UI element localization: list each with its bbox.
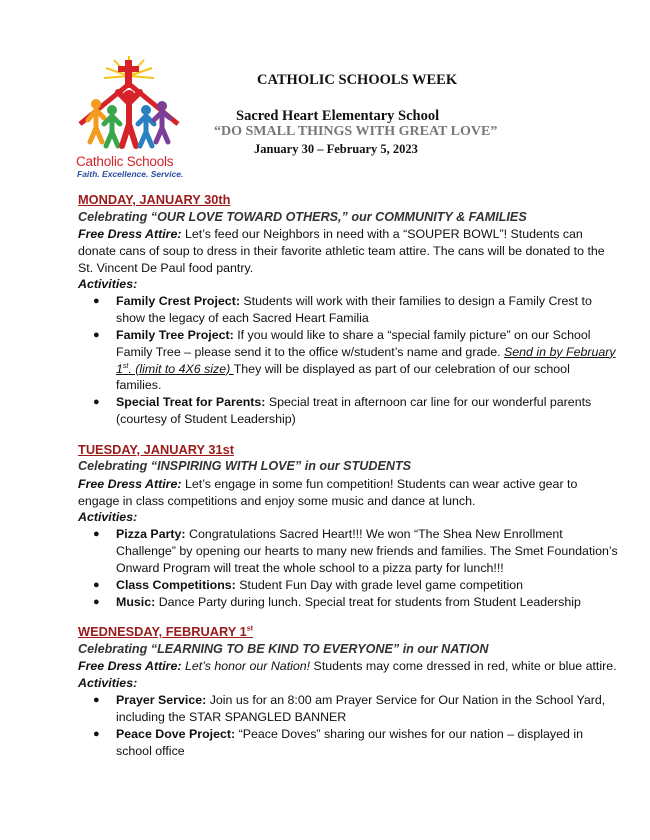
list-item	[78, 293, 618, 327]
activities-label: Activities:	[78, 676, 138, 691]
monday-section	[78, 191, 618, 428]
day-heading-sup: st	[246, 626, 253, 634]
bullet-icon: ●	[93, 578, 100, 591]
bullet-icon: ●	[93, 595, 100, 608]
activity-list	[78, 692, 618, 759]
activity-text: If you would like to share a “special family picture” on our School Family Tree – please send it to the office w/student’s name and grade.	[116, 327, 591, 359]
logo-text: Catholic Schools	[76, 154, 174, 169]
activity-text: Dance Party during lunch. Special treat for students from Student Leadership	[155, 594, 581, 609]
activity-text-after: They will be displayed as part of our celebration of our school families.	[116, 361, 570, 393]
activity-label: Family Tree Project:	[116, 327, 234, 342]
day-heading-text: WEDNESDAY, FEBRUARY 1	[78, 624, 247, 640]
day-heading: MONDAY, JANUARY 30th	[78, 192, 231, 207]
school-name: Sacred Heart Elementary School	[236, 108, 440, 124]
list-item	[78, 526, 618, 576]
free-dress-label: Free Dress Attire:	[78, 227, 182, 241]
catholic-schools-logo	[74, 54, 186, 180]
list-item	[78, 726, 618, 760]
activity-text: Students will work with their families to design a Family Crest to show the legacy of each Sacred Heart Familia	[116, 294, 592, 326]
free-dress-label: Free Dress Attire:	[78, 476, 182, 491]
activity-text: Congratulations Sacred Heart!!! We won “The Shea New Enrollment Challenge” by opening our hearts to many new friends and families. The Smet Foundation’s Onward Program will treat the whole school to a pizza party for lunch!!!	[116, 527, 618, 575]
free-dress-italic: Let’s honor our Nation!	[181, 659, 311, 674]
activity-text: “Peace Doves” sharing our wishes for our nation – displayed in school office	[116, 726, 583, 758]
activity-list	[78, 526, 618, 610]
bullet-icon: ●	[93, 528, 100, 541]
bullet-icon: ●	[93, 396, 100, 409]
note-text: Send in by February 1	[116, 344, 616, 376]
activity-text: Student Fun Day with grade level game competition	[235, 577, 524, 592]
note-text-limit: . (limit to 4X6 size)	[128, 361, 234, 376]
list-item	[78, 327, 618, 394]
day-heading: TUESDAY, JANUARY 31st	[78, 441, 234, 457]
logo-tagline: Faith. Excellence. Service.	[77, 169, 184, 179]
activity-text: Special treat in afternoon car line for our wonderful parents (courtesy of Student Leadership)	[116, 395, 592, 426]
bullet-icon: ●	[93, 328, 100, 341]
list-item	[78, 577, 618, 594]
tuesday-section	[78, 441, 618, 611]
note-sup: st	[122, 362, 129, 370]
activity-label: Peace Dove Project:	[116, 726, 236, 741]
free-dress-text: Students may come dressed in red, white or blue attire.	[310, 659, 617, 674]
day-theme: Celebrating “OUR LOVE TOWARD OTHERS,” our COMMUNITY & FAMILIES	[78, 209, 527, 224]
day-theme: Celebrating “LEARNING TO BE KIND TO EVERYONE” in our NATION	[78, 641, 489, 656]
activities-label: Activities:	[78, 277, 138, 292]
wednesday-section	[78, 623, 618, 759]
list-item	[78, 692, 618, 726]
logo-graphic	[74, 54, 186, 154]
bullet-icon: ●	[93, 694, 100, 707]
activity-label: Class Competitions:	[116, 577, 236, 592]
free-dress-paragraph	[78, 226, 618, 276]
document-title: CATHOLIC SCHOOLS WEEK	[257, 72, 458, 88]
activity-label: Prayer Service:	[116, 693, 207, 708]
activity-label: Family Crest Project:	[116, 294, 240, 309]
list-item	[78, 594, 618, 611]
activity-list	[78, 293, 618, 427]
school-motto: “DO SMALL THINGS WITH GREAT LOVE”	[214, 124, 498, 139]
activity-label: Special Treat for Parents:	[116, 395, 266, 410]
bullet-icon: ●	[93, 727, 100, 740]
day-theme: Celebrating “INSPIRING WITH LOVE” in our STUDENTS	[78, 459, 412, 474]
activity-text: Join us for an 8:00 am Prayer Service for Our Nation in the School Yard, including the STAR SPANGLED BANNER	[116, 693, 606, 724]
bullet-icon: ●	[93, 295, 100, 308]
free-dress-paragraph	[78, 476, 618, 510]
free-dress-paragraph	[78, 658, 618, 675]
free-dress-text: Let’s engage in some fun competition! Students can wear active gear to engage in class competitions and enjoy some music and dance at lunch.	[78, 476, 578, 508]
list-item	[78, 394, 618, 428]
activity-label: Pizza Party:	[116, 527, 186, 542]
activity-label: Music:	[116, 594, 156, 609]
event-dates: January 30 – February 5, 2023	[254, 142, 418, 156]
day-heading	[78, 623, 618, 641]
schedule-content	[78, 191, 618, 759]
free-dress-text: Let’s feed our Neighbors in need with a “SOUPER BOWL”! Students can donate cans of soup to dress in their favorite athletic team attire. The cans will be donated to the St. Vincent De Paul food pantry.	[78, 227, 605, 275]
activities-label: Activities:	[78, 510, 138, 525]
free-dress-label: Free Dress Attire:	[78, 659, 182, 674]
